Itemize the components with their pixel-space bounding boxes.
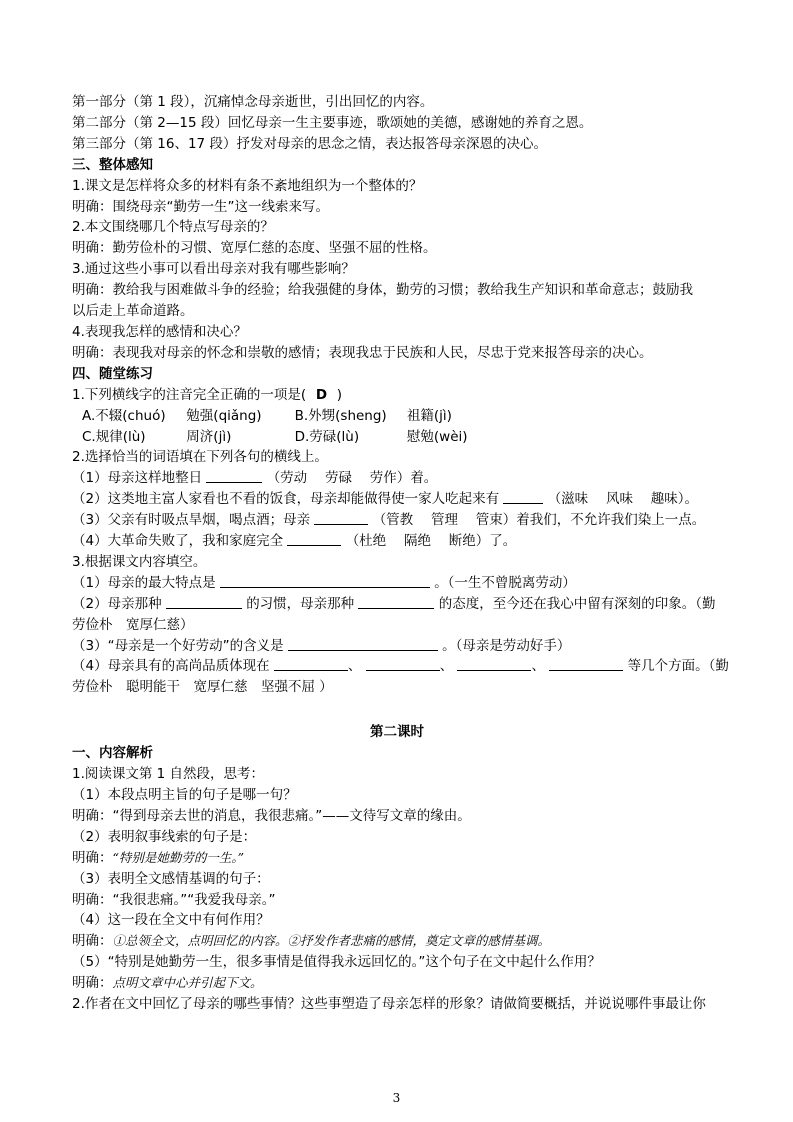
sub-question: （3）表明全文感情基调的句子： [72,870,270,887]
fill-item [72,510,722,531]
fill-item [72,656,729,677]
practice-question-2: 2.选择恰当的词语填在下列各句的横线上。 [72,449,328,466]
fill-item-hint: 。（一生不曾脱离劳动） [434,574,576,591]
fill-item-text: （4）大革命失败了，我和家庭完全 [72,533,284,550]
practice-question-3: 3.根据课文内容填空。 [72,553,207,570]
answer-label: 明确： [72,807,113,824]
answer-blank[interactable] [288,636,438,651]
fill-item-text: 的态度，至今还在我心中留有深刻的印象。（勤 [438,595,716,612]
answer-blank[interactable] [503,489,543,504]
fill-item-hint: 劳俭朴 宽厚仁慈） [72,616,194,633]
answer-blank[interactable] [287,531,341,546]
page-number: 3 [392,1091,401,1105]
question: 1.阅读课文第 1 自然段，思考： [72,766,265,783]
option: D.劳碌(lù) [294,428,360,445]
answer: 明确：表现我对母亲的怀念和崇敬的感情；表现我忠于民族和人民，尽忠于党来报答母亲的决心。 [72,344,653,361]
answer [72,973,722,994]
fill-item [72,594,722,615]
answer-label: 明确： [72,933,113,950]
answer-continued: 以后走上革命道路。 [72,303,194,320]
option: A.不辍(chuó) [82,407,166,424]
answer-blank[interactable] [314,510,368,525]
option: C.规律(lù) [82,428,146,445]
handwritten-answer: ①总领全文，点明回忆的内容。②抒发作者悲痛的感情，奠定文章的感情基调。 [112,933,551,949]
answer: 明确：教给我与困难做斗争的经验；给我强健的身体，勤劳的习惯；教给我生产知识和革命意志；鼓励我 [72,282,693,299]
lesson-title: 第二课时 [370,724,424,741]
fill-item-text: 的习惯，母亲那种 [246,595,355,612]
option: 慰勉(wèi) [406,428,468,445]
section-heading-analysis: 一、内容解析 [72,745,153,762]
answer [72,848,722,869]
section-heading-practice: 四、随堂练习 [72,365,153,382]
answer-blank[interactable] [366,656,440,671]
question-text: 1.下列横线字的注音完全正确的一项是( [72,386,307,403]
page-content [72,92,729,1015]
fill-item-text: （2）这类地主富人家看也不看的饭食，母亲却能做得使一家人吃起来有 [72,491,500,508]
fill-item-text: （3）父亲有时吸点旱烟，喝点酒；母亲 [72,512,311,529]
question: 3.通过这些小事可以看出母亲对我有哪些影响？ [72,261,355,278]
answer-blank[interactable] [166,594,242,609]
fill-item-hint: 劳俭朴 聪明能干 宽厚仁慈 坚强不屈 ） [72,679,333,696]
question: 2.作者在文中回忆了母亲的哪些事情？这些事塑造了母亲怎样的形象？请做简要概括，并说说哪件事最让你 [72,996,706,1013]
answer-blank[interactable] [358,594,434,609]
answer: 明确：勤劳俭朴的习惯、宽厚仁慈的态度、坚强不屈的性格。 [72,240,437,257]
fill-item-options: （杜绝 隔绝 断绝）了。 [345,533,517,550]
fill-item-text: 等几个方面。（勤 [627,658,729,675]
fill-item-text: （1）母亲的最大特点是 [72,574,216,591]
question: 1.课文是怎样将众多的材料有条不紊地组织为一个整体的？ [72,177,423,194]
fill-item-hint: 。（母亲是劳动好手） [442,637,571,654]
separator: 、 [439,658,454,675]
structure-part-3: 第三部分（第 16、17 段）抒发对母亲的思念之情，表达报答母亲深恩的决心。 [72,135,547,152]
structure-part-2: 第二部分（第 2—15 段）回忆母亲一生主要事迹，歌颂她的美德，感谢她的养育之恩。 [72,114,593,131]
handwritten-answer: “特别是她勤劳的一生。” [112,849,245,865]
fill-item [72,489,722,510]
fill-item-options: （滋味 风味 趣味）。 [547,491,699,508]
fill-item-text: （2）母亲那种 [72,595,162,612]
answer-blank[interactable] [549,656,623,671]
structure-part-1: 第一部分（第 1 段），沉痛悼念母亲逝世，引出回忆的内容。 [72,94,434,110]
answer: 明确：围绕母亲“勤劳一生”这一线索来写。 [72,198,329,215]
answer: 明确：“我很悲痛。”“我爱我母亲。” [72,891,276,908]
question: 2.本文围绕哪几个特点写母亲的？ [72,219,274,236]
fill-item-text: （4）母亲具有的高尚品质体现在 [72,658,270,675]
fill-item-options: （管教 管理 管束）着我们，不允许我们染上一点。 [372,512,706,529]
fill-item [72,636,722,657]
option-row [72,406,722,427]
fill-item [72,573,722,594]
separator: 、 [347,658,362,675]
answer-blank[interactable] [274,656,348,671]
answer [72,931,722,952]
handwritten-answer: “得到母亲去世的消息，我很悲痛。”——文待写文章的缘由。 [112,807,471,824]
answer-blank[interactable] [206,468,262,483]
answer-blank[interactable] [457,656,531,671]
section-heading-overall: 三、整体感知 [72,156,153,173]
handwritten-answer: 点明文章中心并引起下文。 [112,975,263,991]
question: 4.表现我怎样的感情和决心？ [72,323,247,340]
sub-question: （5）“特别是她勤劳一生，很多事情是值得我永远回忆的。”这个句子在文中起什么作用？ [72,954,601,971]
answer-blank[interactable] [220,573,430,588]
sub-question: （4）这一段在全文中有何作用？ [72,912,270,929]
fill-item-options: （劳动 劳碌 劳作）着。 [266,470,438,487]
answer [72,806,722,827]
fill-item-text: （1）母亲这样地整日 [72,470,203,487]
sub-question: （2）表明叙事线索的句子是： [72,828,257,845]
option: 周济(jì) [186,428,232,445]
option: 勉强(qiǎng) [186,407,262,424]
answer-label: 明确： [72,849,113,866]
question-close: ) [336,386,343,403]
fill-item-text: （3）“母亲是一个好劳动”的含义是 [72,637,284,654]
option: 祖籍(jì) [406,407,452,424]
sub-question: （1）本段点明主旨的句子是哪一句？ [72,787,297,803]
separator: 、 [531,658,545,675]
option-row [72,427,722,448]
practice-question-1 [72,385,722,406]
fill-item [72,531,722,552]
answer-choice: D [315,386,328,403]
fill-item [72,468,722,489]
option: B.外甥(sheng) [294,407,387,424]
answer-label: 明确： [72,975,113,992]
